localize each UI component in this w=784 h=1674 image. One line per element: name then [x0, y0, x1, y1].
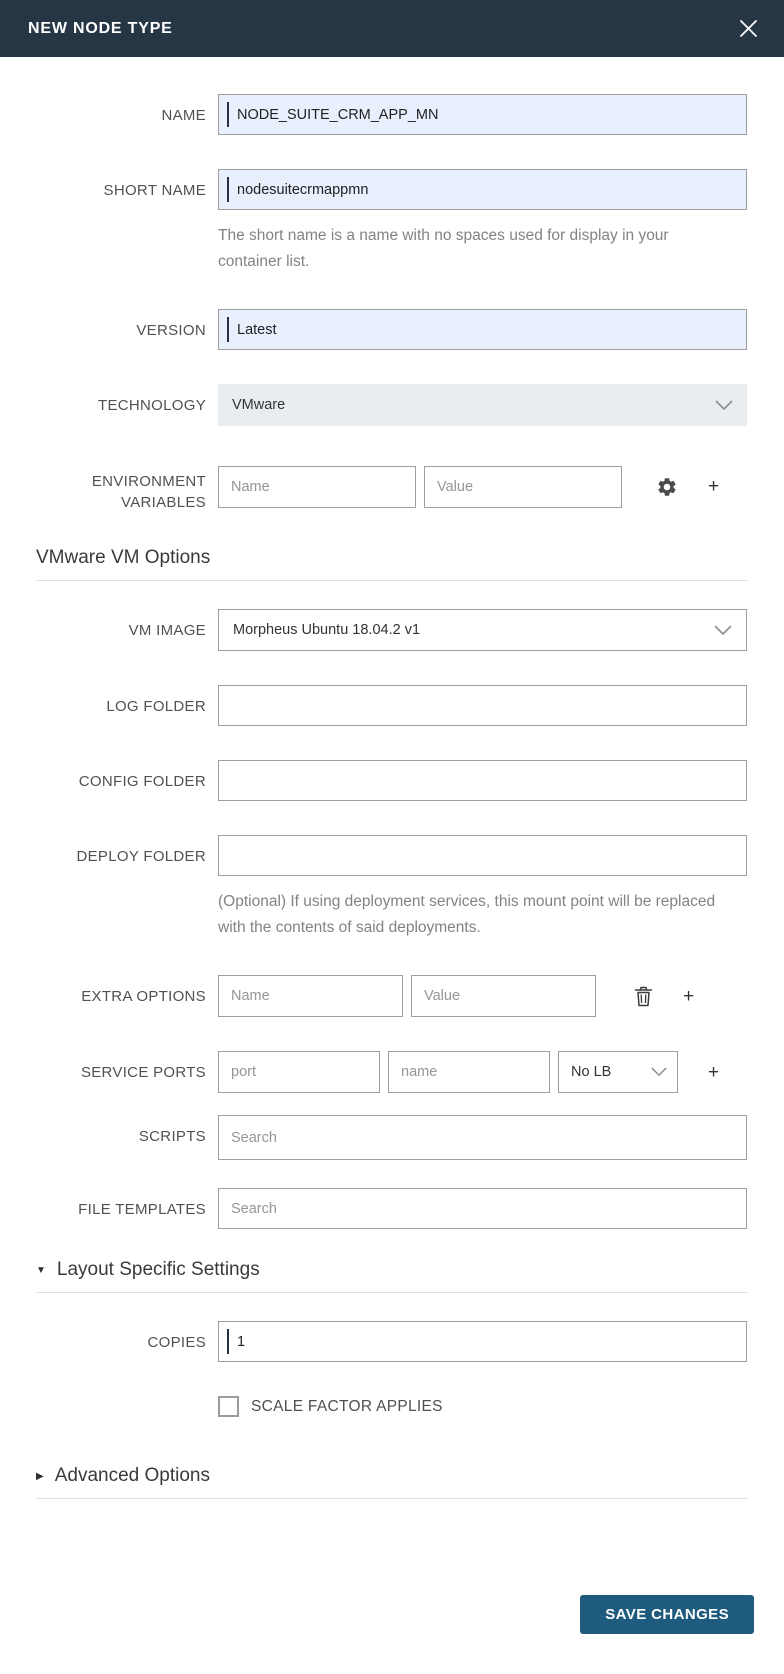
field-row-vm-image: [0, 609, 784, 651]
trash-icon: [634, 986, 653, 1007]
section-divider: [36, 1498, 748, 1499]
field-row-file-templates: [0, 1188, 784, 1229]
plus-icon: +: [708, 1061, 720, 1083]
chevron-down-icon: [714, 625, 732, 636]
text-caret: [227, 177, 229, 202]
field-row-copies: [0, 1321, 784, 1362]
triangle-right-icon: ▶: [36, 1471, 44, 1482]
modal-title: NEW NODE TYPE: [28, 19, 173, 37]
layout-specific-settings-toggle[interactable]: [36, 1259, 748, 1281]
section-vmware-vm-options: [36, 547, 748, 609]
section-layout-specific-settings: [36, 1259, 748, 1321]
log-folder-input[interactable]: [218, 685, 747, 726]
advanced-options-toggle[interactable]: [36, 1465, 748, 1487]
close-button[interactable]: [739, 19, 758, 38]
field-row-environment-variables: [0, 460, 784, 513]
env-var-add-button[interactable]: [708, 466, 719, 508]
config-folder-input[interactable]: [218, 760, 747, 801]
version-label: VERSION: [136, 322, 206, 339]
file-templates-label: FILE TEMPLATES: [78, 1201, 206, 1218]
scale-factor-checkbox[interactable]: [218, 1396, 239, 1417]
env-var-value-input[interactable]: [424, 466, 622, 508]
section-advanced-options: [36, 1465, 748, 1499]
text-caret: [227, 317, 229, 342]
chevron-down-icon: [715, 400, 733, 411]
modal-footer: [0, 1595, 784, 1664]
short-name-input-wrap: [218, 169, 747, 210]
extra-option-name-input[interactable]: [218, 975, 403, 1017]
field-row-technology: [0, 384, 784, 426]
plus-icon: +: [683, 985, 695, 1007]
extra-options-label: EXTRA OPTIONS: [81, 988, 206, 1005]
short-name-label: SHORT NAME: [103, 182, 206, 199]
technology-label: TECHNOLOGY: [97, 397, 206, 414]
save-changes-button[interactable]: SAVE CHANGES: [580, 1595, 754, 1634]
scale-factor-label[interactable]: SCALE FACTOR APPLIES: [251, 1397, 443, 1415]
field-row-deploy-folder: [0, 835, 784, 941]
extra-option-value-input[interactable]: [411, 975, 596, 1017]
service-ports-label: SERVICE PORTS: [80, 1064, 206, 1081]
scripts-label: SCRIPTS: [138, 1128, 206, 1145]
vm-image-select-value: Morpheus Ubuntu 18.04.2 v1: [233, 622, 421, 638]
copies-input[interactable]: [218, 1321, 747, 1362]
service-port-add-button[interactable]: [708, 1051, 719, 1093]
vm-image-select[interactable]: [218, 609, 747, 651]
env-var-settings-button[interactable]: [656, 466, 678, 508]
scripts-search-input[interactable]: [218, 1115, 747, 1160]
scale-factor-row: [218, 1396, 784, 1417]
extra-option-delete-button[interactable]: [634, 975, 653, 1017]
field-row-service-ports: [0, 1051, 784, 1093]
service-port-input[interactable]: [218, 1051, 380, 1093]
load-balancer-select[interactable]: [558, 1051, 678, 1093]
field-row-extra-options: [0, 975, 784, 1017]
name-input-wrap: [218, 94, 747, 135]
plus-icon: +: [708, 476, 720, 497]
name-label: NAME: [161, 107, 206, 124]
modal-header: [0, 0, 784, 57]
triangle-down-icon: ▼: [36, 1265, 46, 1276]
vmware-vm-options-heading: VMware VM Options: [36, 547, 211, 568]
copies-label: COPIES: [147, 1334, 206, 1351]
field-row-name: [0, 94, 784, 135]
field-row-config-folder: [0, 760, 784, 801]
service-port-name-input[interactable]: [388, 1051, 550, 1093]
config-folder-label: CONFIG FOLDER: [78, 773, 206, 790]
technology-select[interactable]: [218, 384, 747, 426]
load-balancer-select-value: No LB: [571, 1064, 612, 1080]
chevron-down-icon: [651, 1067, 667, 1077]
name-input[interactable]: [218, 94, 747, 135]
extra-option-add-button[interactable]: [683, 975, 694, 1017]
vm-image-label: VM IMAGE: [128, 622, 206, 639]
deploy-folder-help-text: (Optional) If using deployment services, this mount point will be replaced with the contents of said deployments.: [218, 893, 716, 936]
deploy-folder-label: DEPLOY FOLDER: [76, 848, 206, 865]
short-name-help-text: The short name is a name with no spaces used for display in your container list.: [218, 227, 669, 270]
modal-form: [0, 57, 784, 1664]
field-row-version: [0, 309, 784, 350]
file-templates-search-input[interactable]: [218, 1188, 747, 1229]
field-row-log-folder: [0, 685, 784, 726]
text-caret: [227, 1329, 229, 1354]
short-name-input[interactable]: [218, 169, 747, 210]
version-input-wrap: [218, 309, 747, 350]
version-input[interactable]: [218, 309, 747, 350]
field-row-short-name: [0, 169, 784, 275]
text-caret: [227, 102, 229, 127]
gear-icon: [656, 476, 678, 498]
technology-select-value: VMware: [232, 397, 286, 413]
layout-specific-settings-heading: Layout Specific Settings: [56, 1259, 260, 1280]
close-icon: [739, 19, 758, 38]
environment-variables-label: ENVIRONMENT VARIABLES: [91, 473, 206, 511]
log-folder-label: LOG FOLDER: [106, 698, 206, 715]
env-var-name-input[interactable]: [218, 466, 416, 508]
advanced-options-heading: Advanced Options: [54, 1465, 210, 1486]
deploy-folder-input[interactable]: [218, 835, 747, 876]
copies-input-wrap: [218, 1321, 747, 1362]
field-row-scripts: [0, 1115, 784, 1160]
